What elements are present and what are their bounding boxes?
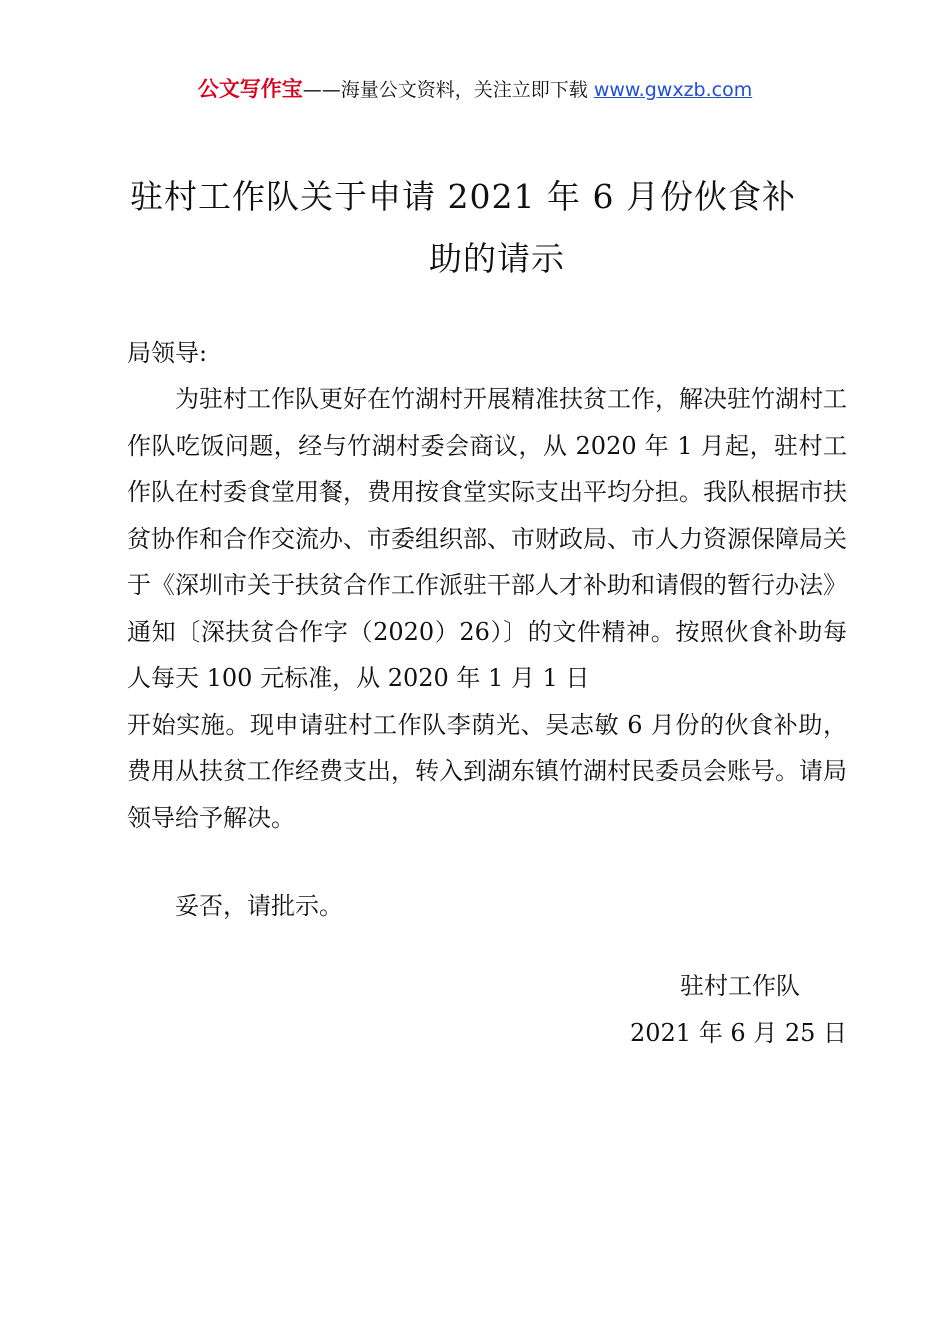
website-link[interactable]: www.gwxzb.com xyxy=(593,79,753,101)
brand-name: 公文写作宝 xyxy=(197,77,303,101)
header-tagline: ——海量公文资料，关注立即下载 xyxy=(302,79,594,101)
signature-organization: 驻村工作队 xyxy=(680,972,800,1000)
document-title-line-2: 助的请示 xyxy=(429,239,565,278)
signature-date: 2021 年 6 月 25 日 xyxy=(630,1019,848,1047)
header-bar xyxy=(0,76,950,103)
document-body xyxy=(127,376,847,841)
closing-text: 妥否，请批示。 xyxy=(175,892,343,920)
document-title-line-1: 驻村工作队关于申请 2021 年 6 月份伙食补 xyxy=(130,177,796,216)
salutation: 局领导: xyxy=(127,339,208,367)
closing-remark xyxy=(127,883,847,930)
body-paragraph-2: 开始实施。现申请驻村工作队李荫光、吴志敏 6 月份的伙食补助，费用从扶贫工作经费支出，转入到湖东镇竹湖村民委员会账号。请局领导给予解决。 xyxy=(127,710,847,832)
body-paragraph-1: 为驻村工作队更好在竹湖村开展精准扶贫工作，解决驻竹湖村工作队吃饭问题，经与竹湖村委会商议，从 2020 年 1 月起，驻村工作队在村委食堂用餐，费用按食堂实际支出平均分担。我队根据市扶贫协作和合作交流办、市委组织部、市财政局、市人力资源保障局关于《深圳市关于扶贫合作工作派驻干部人才补助和请假的暂行办法》通知〔深扶贫合作字（2020）26）〕的文件精神。按照伙食补助每人每天 100 元标准，从 2020 年 1 月 1 日 xyxy=(127,385,847,692)
